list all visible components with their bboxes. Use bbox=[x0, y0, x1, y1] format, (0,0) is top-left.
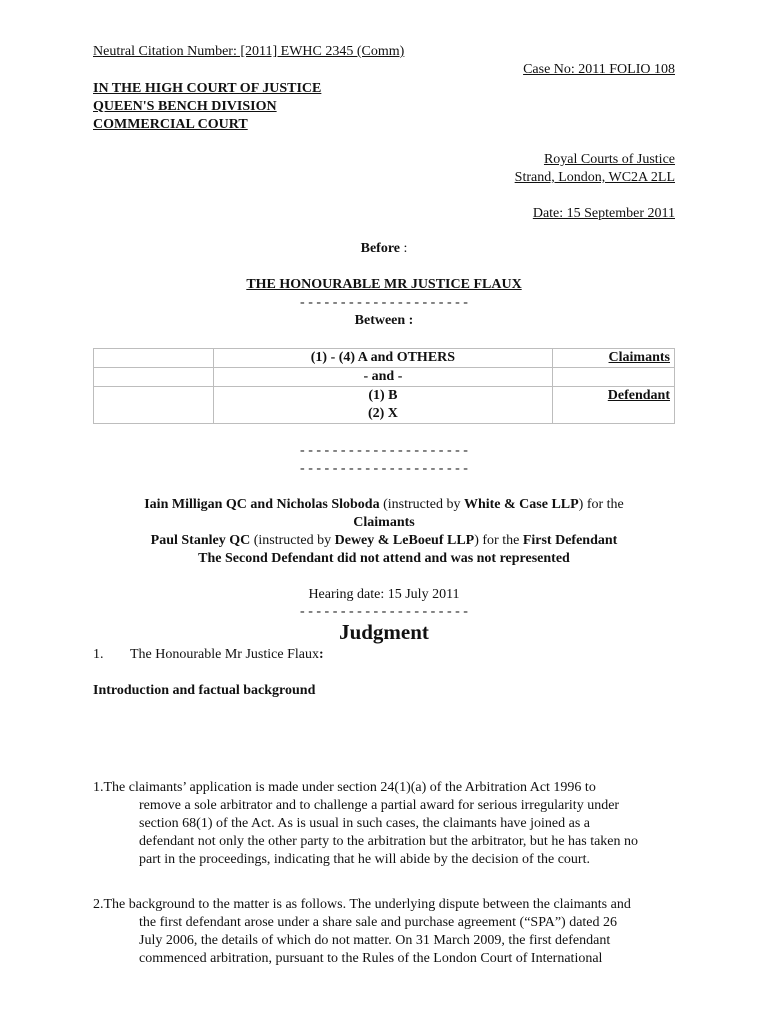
paragraph-line: 1.The claimants’ application is made under section 24(1)(a) of the Arbitration Act 1996 to bbox=[93, 780, 596, 795]
table-cell-empty bbox=[94, 368, 214, 387]
counsel-names: Paul Stanley QC bbox=[150, 533, 251, 548]
defendant-line-1: (1) B bbox=[368, 388, 398, 403]
paragraph-line: section 68(1) of the Act. As is usual in such cases, the claimants have joined as a bbox=[139, 816, 591, 831]
table-row bbox=[94, 368, 675, 387]
counsel-line-3 bbox=[93, 532, 675, 550]
defendant-role: Defendant bbox=[553, 387, 675, 424]
hearing-date: Hearing date: 15 July 2011 bbox=[308, 587, 460, 602]
dashes-separator: - - - - - - - - - - - - - - - - - - - - - bbox=[300, 604, 468, 619]
counsel-line-2: Claimants bbox=[353, 515, 415, 530]
location-line-1: Royal Courts of Justice bbox=[543, 152, 675, 167]
counsel-text: ) for the bbox=[474, 533, 523, 548]
paragraph-line: July 2006, the details of which do not matter. On 31 March 2009, the first defendant bbox=[139, 933, 611, 948]
dashes-separator: - - - - - - - - - - - - - - - - - - - - - bbox=[300, 295, 468, 310]
before-label bbox=[93, 240, 675, 258]
section-heading: Introduction and factual background bbox=[93, 683, 316, 698]
court-line-3: COMMERCIAL COURT bbox=[93, 117, 248, 132]
table-cell-empty bbox=[553, 368, 675, 387]
dashes-separator: - - - - - - - - - - - - - - - - - - - - - bbox=[300, 443, 468, 458]
paragraph-line: the first defendant arose under a share sale and purchase agreement (“SPA”) dated 26 bbox=[139, 915, 618, 930]
paragraph-line: commenced arbitration, pursuant to the Rules of the London Court of International bbox=[139, 951, 603, 966]
case-number: Case No: 2011 FOLIO 108 bbox=[523, 62, 675, 77]
judge-name: THE HONOURABLE MR JUSTICE FLAUX bbox=[246, 277, 522, 292]
intro-line bbox=[93, 646, 675, 664]
table-row bbox=[94, 349, 675, 368]
intro-text: The Honourable Mr Justice Flaux bbox=[130, 647, 319, 662]
paragraph-line: defendant not only the other party to the arbitration but the arbitrator, but he has taken no bbox=[139, 834, 639, 849]
paragraph-line: 2.The background to the matter is as follows. The underlying dispute between the claimants and bbox=[93, 897, 631, 912]
table-cell-empty bbox=[94, 349, 214, 368]
party-name: First Defendant bbox=[522, 533, 618, 548]
solicitor-name: Dewey & LeBoeuf LLP bbox=[334, 533, 475, 548]
court-line-2: QUEEN'S BENCH DIVISION bbox=[93, 99, 277, 114]
counsel-names: Iain Milligan QC and Nicholas Sloboda bbox=[144, 497, 380, 512]
judgment-date: Date: 15 September 2011 bbox=[532, 206, 675, 221]
intro-number: 1. bbox=[93, 647, 104, 662]
location-line-2: Strand, London, WC2A 2LL bbox=[514, 170, 675, 185]
judgment-title: Judgment bbox=[339, 620, 429, 644]
and-separator: - and - bbox=[213, 368, 552, 387]
counsel-text: (instructed by bbox=[250, 533, 335, 548]
claimants-role: Claimants bbox=[553, 349, 675, 368]
solicitor-name: White & Case LLP bbox=[463, 497, 579, 512]
between-label: Between : bbox=[354, 313, 414, 328]
paragraph-line: part in the proceedings, indicating that he will abide by the decision of the court. bbox=[139, 852, 590, 867]
counsel-text: (instructed by bbox=[379, 497, 464, 512]
counsel-line-4: The Second Defendant did not attend and was not represented bbox=[198, 551, 570, 566]
before-word: Before bbox=[360, 241, 400, 256]
court-line-1: IN THE HIGH COURT OF JUSTICE bbox=[93, 81, 322, 96]
counsel-line-1 bbox=[93, 496, 675, 514]
table-cell-empty bbox=[94, 387, 214, 424]
defendant-line-2: (2) X bbox=[367, 406, 398, 421]
dashes-separator: - - - - - - - - - - - - - - - - - - - - - bbox=[300, 461, 468, 476]
intro-text-wrap bbox=[130, 646, 324, 664]
paragraph-line: remove a sole arbitrator and to challenge a partial award for serious irregularity under bbox=[139, 798, 620, 813]
neutral-citation: Neutral Citation Number: [2011] EWHC 2345 (Comm) bbox=[93, 44, 405, 59]
before-colon: : bbox=[400, 241, 408, 256]
parties-table-wrapper bbox=[93, 348, 675, 424]
paragraph-1 bbox=[93, 779, 675, 869]
defendant-parties bbox=[213, 387, 552, 424]
counsel-text: ) for the bbox=[578, 497, 624, 512]
claimants-party: (1) - (4) A and OTHERS bbox=[213, 349, 552, 368]
intro-colon: : bbox=[318, 647, 324, 662]
table-row bbox=[94, 387, 675, 424]
parties-table bbox=[93, 348, 675, 424]
paragraph-2 bbox=[93, 896, 675, 968]
